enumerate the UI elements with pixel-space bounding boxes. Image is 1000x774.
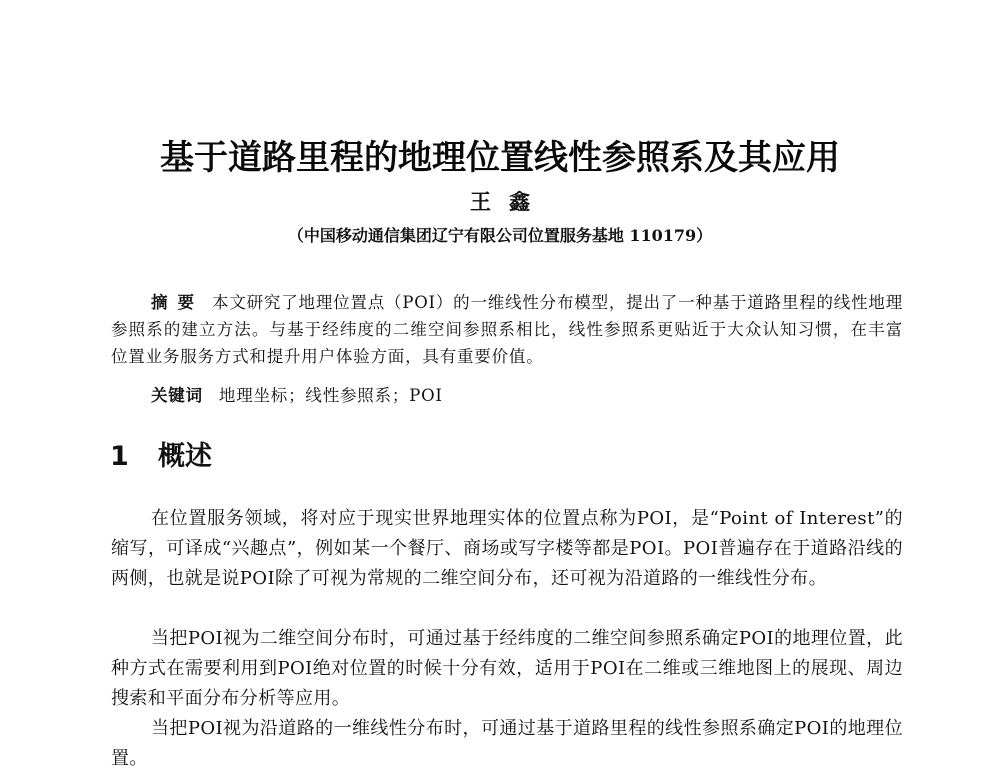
paper-title: 基于道路里程的地理位置线性参照系及其应用: [160, 138, 840, 178]
author-name: 王鑫: [470, 190, 548, 214]
abstract-text: 本文研究了地理位置点（POI）的一维线性分布模型，提出了一种基于道路里程的线性地理参照系的建立方法。与基于经纬度的二维空间参照系相比，线性参照系更贴近于大众认知习惯，在丰富位置业务服务方式和提升用户体验方面，具有重要价值。: [111, 293, 904, 366]
section-heading: [110, 438, 212, 476]
abstract: [111, 289, 903, 370]
author-affiliation: （中国移动通信集团辽宁有限公司位置服务基地 110179）: [287, 226, 713, 245]
keywords-label: 关键词: [151, 386, 203, 405]
body-paragraph-1: 在位置服务领域，将对应于现实世界地理实体的位置点称为POI，是“Point of Interest”的缩写，可译成“兴趣点”，例如某一个餐厅、商场或写字楼等都是POI。POI普遍存在于道路沿线的两侧，也就是说POI除了可视为常规的二维空间分布，还可视为沿道路的一维线性分布。: [111, 508, 903, 589]
keywords-text: 地理坐标；线性参照系；POI: [218, 386, 443, 405]
keywords: [151, 382, 443, 409]
body-paragraph-3: 当把POI视为沿道路的一维线性分布时，可通过基于道路里程的线性参照系确定POI的地理位置。: [111, 718, 903, 769]
body-paragraph-2: 当把POI视为二维空间分布时，可通过基于经纬度的二维空间参照系确定POI的地理位置，此种方式在需要利用到POI绝对位置的时候十分有效，适用于POI在二维或三维地图上的展现、周边搜索和平面分布分析等应用。: [111, 628, 903, 709]
section-number: 1: [110, 441, 129, 472]
abstract-label: 摘要: [151, 293, 205, 312]
section-title: 概述: [158, 441, 212, 472]
